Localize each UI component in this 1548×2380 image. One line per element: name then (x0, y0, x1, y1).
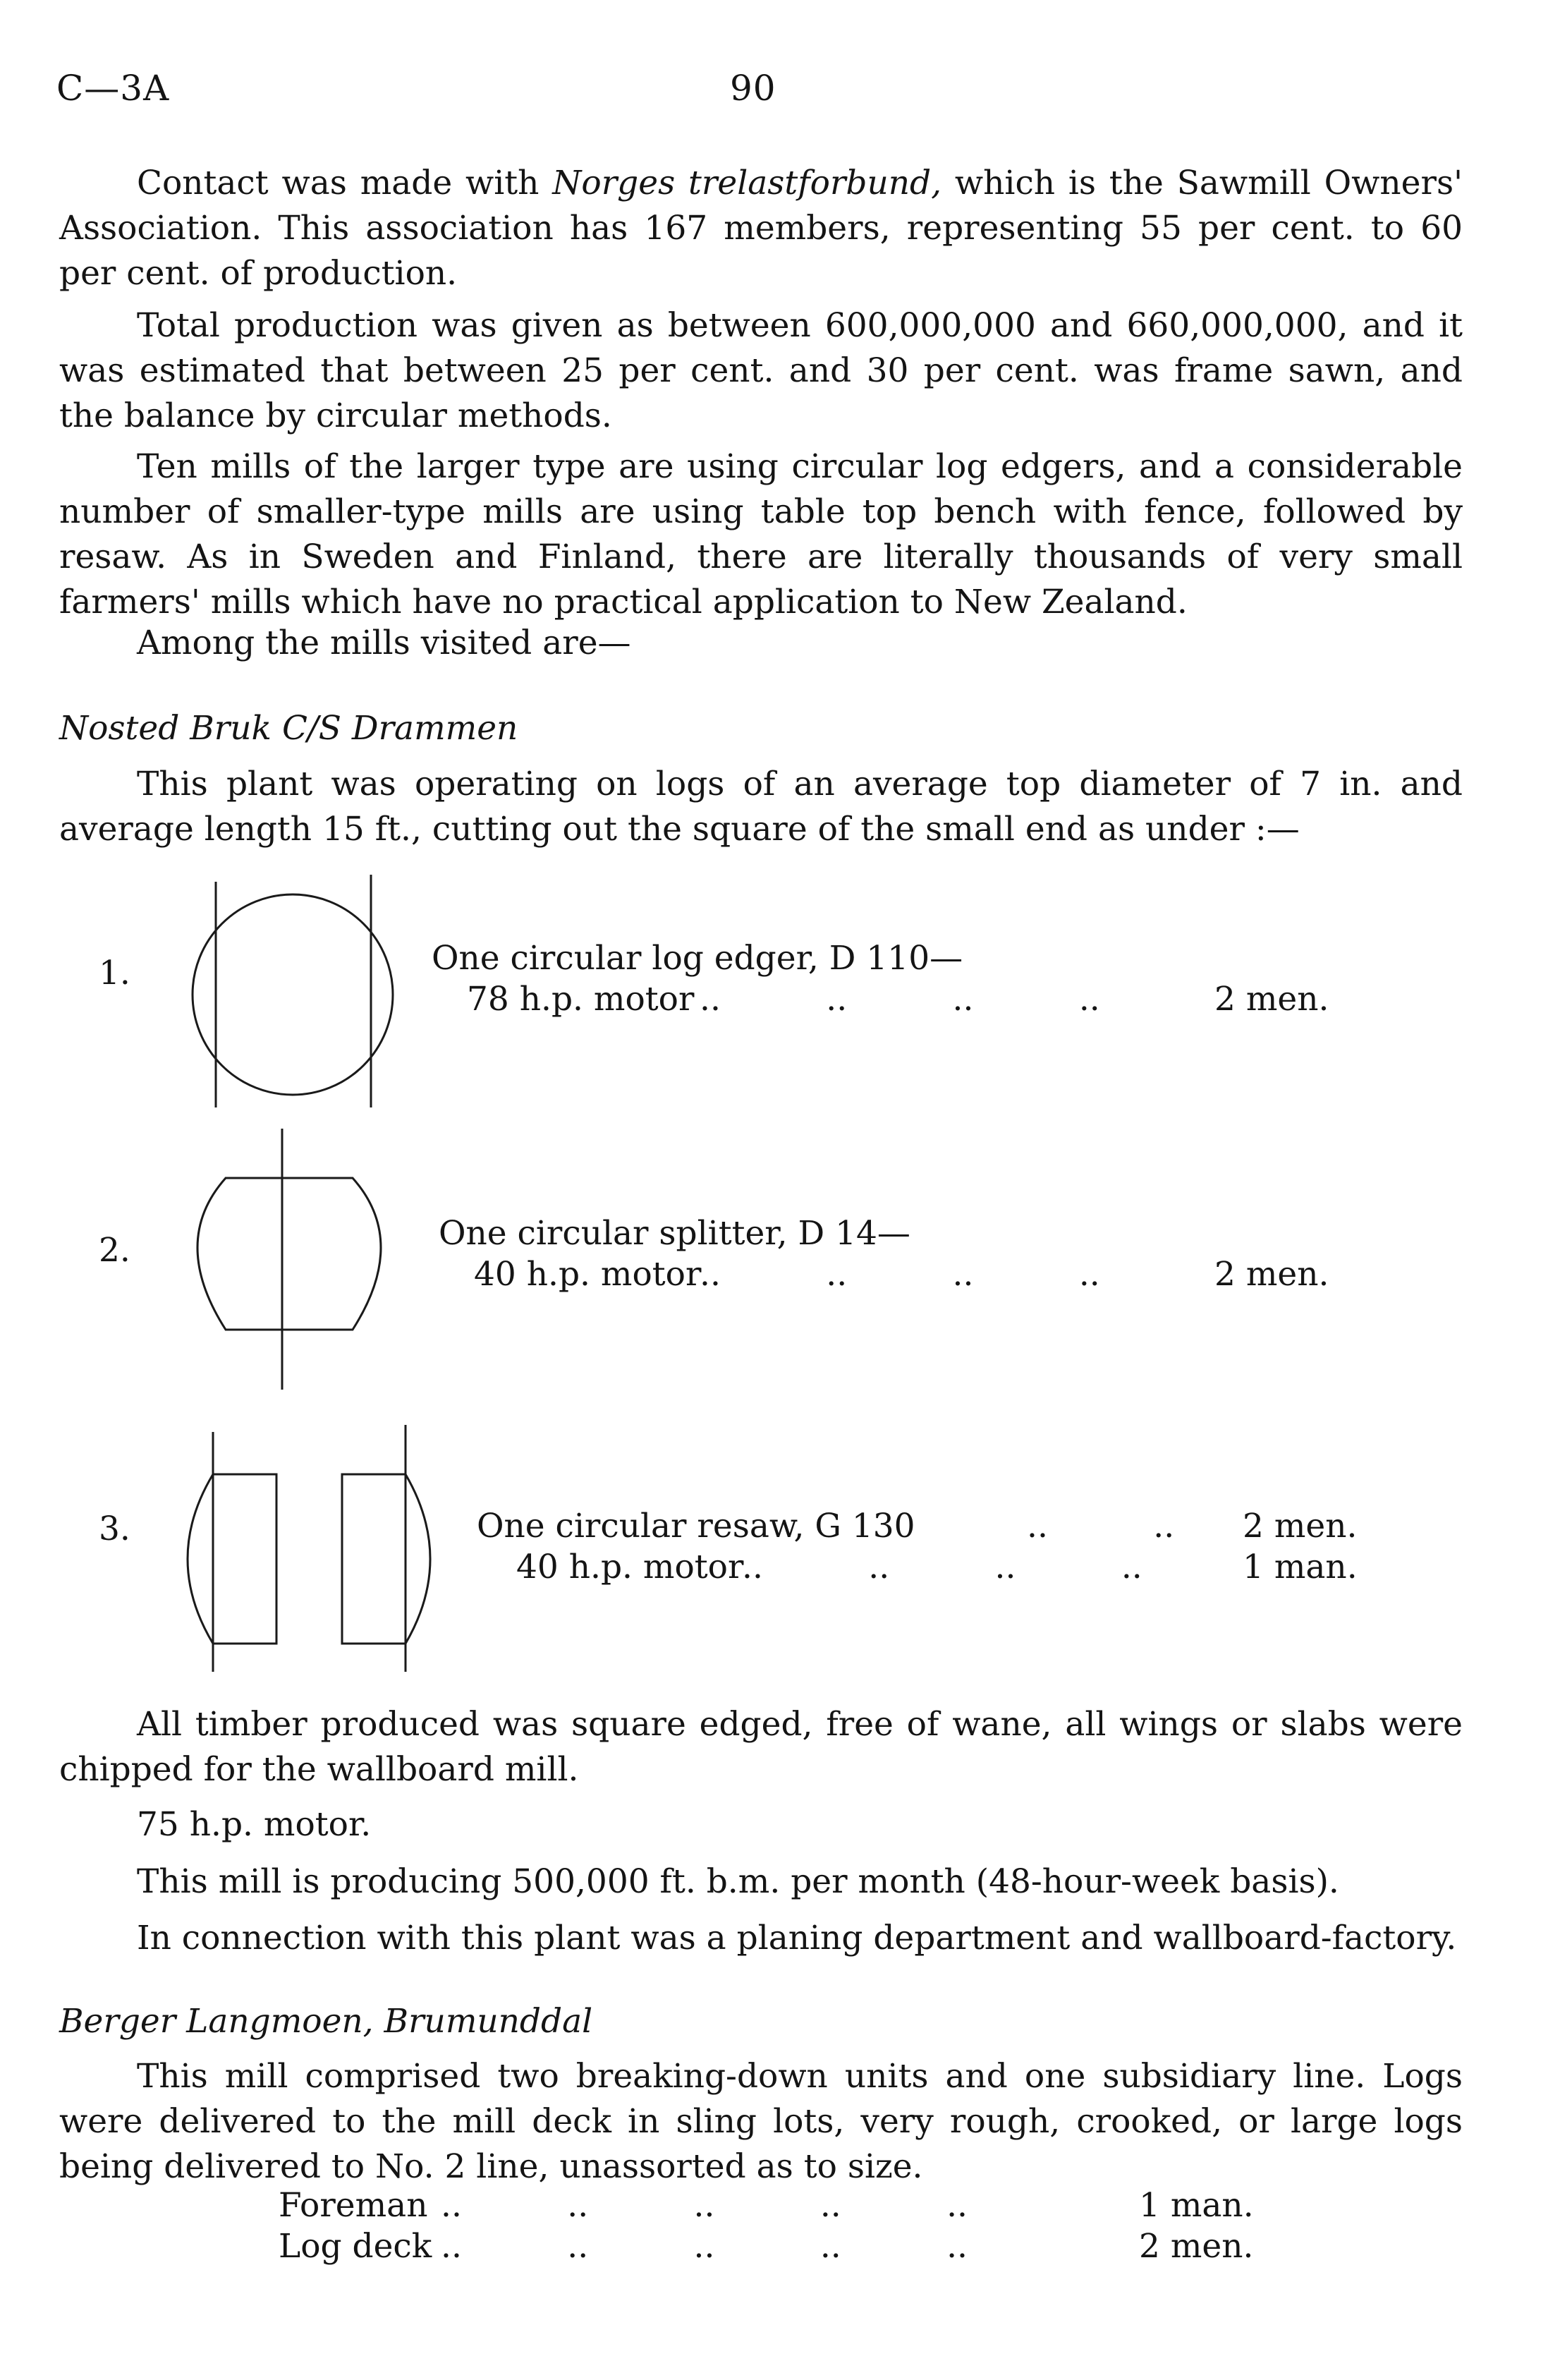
figure-3-number: 3. (99, 1510, 130, 1548)
berger-paragraph-1: This mill comprised two breaking-down units and one subsidiary line. Logs were delivered to the mill deck in sling lots, very rough, crooked, or large logs being delivered to No. 2 line, unassorted as to size. (59, 2057, 1463, 2186)
staff-row-foreman: Foreman .. .. .. .. .. 1 man. (279, 2186, 1254, 2225)
section-heading-berger: Berger Langmoen, Brumunddal (59, 2002, 593, 2041)
figure-3-resaw-diagram (176, 1425, 458, 1679)
intro-paragraph-3: Ten mills of the larger type are using circular log edgers, and a considerable number of smaller-type mills are using table top bench with fence, followed by resaw. As in Sweden and Finland, there are literally thousands of very small farmers' mills which have no practical application to New Zealand. (59, 447, 1463, 621)
figure-3-caption: One circular resaw, G 130 .. .. 2 men. 40 h.p. motor .. .. .. .. 1 man. (477, 1507, 1358, 1586)
figure-1-number: 1. (99, 954, 130, 992)
document-reference: C—3A (56, 68, 170, 109)
nosted-paragraph-5: In connection with this plant was a planing department and wallboard-factory. (137, 1919, 1457, 1957)
figure-2-number: 2. (99, 1231, 130, 1270)
nosted-paragraph-4: This mill is producing 500,000 ft. b.m. per month (48-hour-week basis). (137, 1862, 1339, 1901)
berger-staff-table (279, 2185, 1254, 2267)
nosted-paragraph-2: All timber produced was square edged, free of wane, all wings or slabs were chipped for the wallboard mill. (59, 1705, 1463, 1789)
section-heading-nosted: Nosted Bruk C/S Drammen (59, 709, 518, 748)
figure-2-caption: One circular splitter, D 14— 40 h.p. motor .. .. .. .. 2 men. (439, 1214, 1329, 1294)
figure-2-splitter-diagram (176, 1129, 409, 1397)
nosted-paragraph-1: This plant was operating on logs of an average top diameter of 7 in. and average length 15 ft., cutting out the square of the small end as under :— (59, 765, 1463, 849)
intro-paragraph-2: Total production was given as between 600,000,000 and 660,000,000, and it was estimated that between 25 per cent. and 30 per cent. was frame sawn, and the balance by circular methods. (59, 306, 1463, 435)
staff-row-log-deck: Log deck .. .. .. .. .. 2 men. (279, 2227, 1254, 2266)
association-name: Norges trelastforbund, (552, 164, 942, 202)
figure-1-log-edger-diagram (176, 875, 409, 1115)
figure-1-caption: One circular log edger, D 110— 78 h.p. motor .. .. .. .. 2 men. (432, 939, 1329, 1019)
intro-paragraph-1: Contact was made with Norges trelastforbund, which is the Sawmill Owners' Association. This association has 167 members, representing 55 per cent. to 60 per cent. of production. (59, 164, 1463, 293)
page-number: 90 (730, 68, 776, 109)
nosted-paragraph-3: 75 h.p. motor. (137, 1805, 372, 1844)
intro-paragraph-4: Among the mills visited are— (137, 624, 631, 662)
